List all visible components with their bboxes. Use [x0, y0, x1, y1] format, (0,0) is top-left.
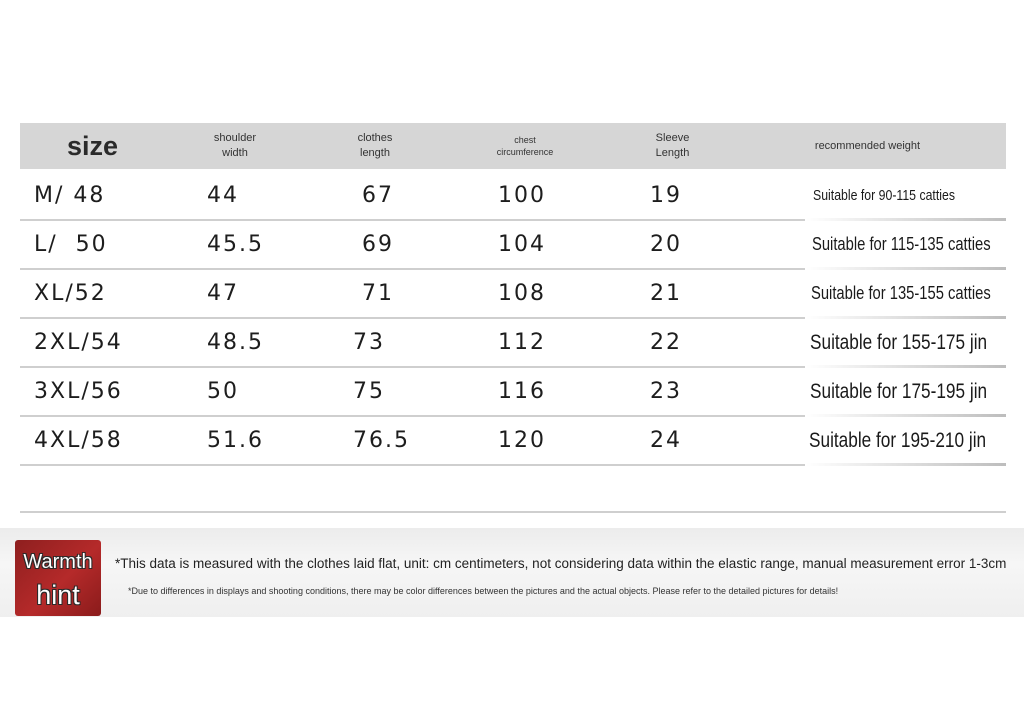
cell-recommended-weight: Suitable for 135-155 catties: [811, 283, 991, 303]
cell-recommended-weight: Suitable for 90-115 catties: [813, 187, 956, 204]
cell-clothes: 73: [353, 330, 385, 355]
cell-sleeve: 20: [650, 232, 682, 257]
table-bottom-divider: [20, 511, 1006, 513]
badge-line-2: hint: [36, 580, 80, 610]
cell-chest: 116: [498, 379, 546, 404]
cell-recommended-weight: Suitable for 175-195 jin: [810, 379, 988, 403]
cell-recommended-weight: Suitable for 195-210 jin: [809, 428, 987, 452]
cell-size: 2XL/54: [34, 330, 123, 355]
cell-clothes: 71: [353, 281, 394, 306]
measurement-note: *This data is measured with the clothes laid flat, unit: cm centimeters, not considering data within the elastic range, manual measurement error 1-3cm: [115, 556, 1007, 571]
cell-sleeve: 21: [650, 281, 682, 306]
cell-size: 4XL/58: [34, 428, 123, 453]
cell-sleeve: 19: [650, 183, 682, 208]
cell-sleeve: 22: [650, 330, 682, 355]
table-row: [20, 221, 1006, 270]
cell-chest: 112: [498, 330, 546, 355]
cell-recommended-weight: Suitable for 115-135 catties: [812, 234, 991, 254]
badge-line-1: Warmth: [23, 551, 93, 573]
cell-shoulder: 51.6: [207, 428, 264, 453]
table-row: [20, 368, 1006, 417]
cell-shoulder: 50: [207, 379, 239, 404]
cell-chest: 100: [498, 183, 546, 208]
cell-size: M/ 48: [34, 183, 106, 208]
header-shoulder-width: shoulder width: [213, 132, 257, 159]
cell-clothes: 76.5: [353, 428, 410, 453]
cell-clothes: 75: [353, 379, 385, 404]
table-header: [20, 123, 1006, 169]
cell-shoulder: 45.5: [207, 232, 264, 257]
cell-shoulder: 47: [207, 281, 239, 306]
row-divider-shadow: [806, 463, 1006, 466]
warmth-hint-badge: [15, 540, 101, 616]
cell-shoulder: 48.5: [207, 330, 264, 355]
cell-sleeve: 24: [650, 428, 682, 453]
cell-size: XL/52: [34, 281, 107, 306]
header-recommended-weight: recommended weight: [814, 139, 921, 152]
row-divider: [20, 464, 805, 466]
cell-sleeve: 23: [650, 379, 682, 404]
table-row: [20, 270, 1006, 319]
cell-recommended-weight: Suitable for 155-175 jin: [810, 330, 988, 354]
cell-chest: 120: [498, 428, 546, 453]
cell-size: 3XL/56: [34, 379, 123, 404]
header-sleeve-length: Sleeve Length: [655, 132, 690, 159]
table-row: [20, 319, 1006, 368]
header-clothes-length: clothes length: [357, 132, 393, 159]
cell-chest: 104: [498, 232, 546, 257]
table-row: [20, 417, 1006, 466]
cell-shoulder: 44: [207, 183, 239, 208]
cell-clothes: 67: [353, 183, 394, 208]
header-size: size: [66, 130, 119, 161]
cell-chest: 108: [498, 281, 546, 306]
cell-size: L/ 50: [34, 232, 108, 257]
color-difference-note: *Due to differences in displays and shooting conditions, there may be color differences between the pictures and the actual objects. Please refer to the detailed pictures for details!: [128, 586, 839, 596]
cell-clothes: 69: [353, 232, 394, 257]
header-chest-circumference: chest circumference: [496, 134, 554, 157]
warmth-hint-section: [0, 528, 1024, 617]
table-row: [20, 172, 1006, 221]
